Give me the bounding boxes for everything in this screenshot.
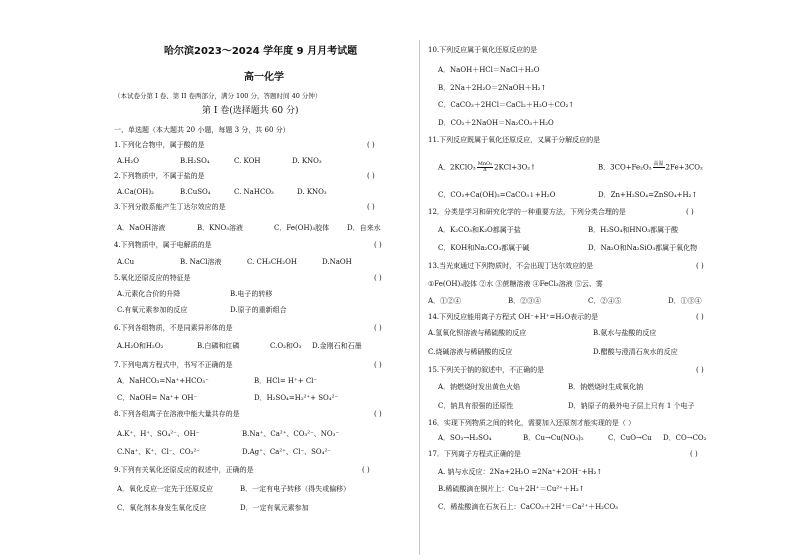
option-b: B．钠燃烧时生成氧化钠 <box>568 383 644 391</box>
question-16: 16．实现下列物质之间的转化，需要加入还原剂才能实现的是（ ） <box>428 419 636 427</box>
condition-heat: Δ <box>483 167 487 173</box>
answer-paren[interactable]: ( ) <box>362 466 370 474</box>
question-14: 14.下列反应能用离子方程式 OH⁻+H⁺=H₂O表示的是 <box>428 313 599 321</box>
answer-paren[interactable]: ( ) <box>367 203 375 211</box>
question-5: 5.氧化还原反应的特征是 <box>114 274 191 282</box>
option-d: D．钠原子的最外电子层上只有 1 个电子 <box>568 402 695 410</box>
answer-paren[interactable]: ( ) <box>367 172 375 180</box>
question-4: 4.下列物质中，属于电解质的是 <box>114 241 212 249</box>
option-b: B．KNO₃溶液 <box>197 224 244 232</box>
condition-catalyst: MnO₂ <box>477 161 493 167</box>
option-c: C．②④⑤ <box>588 297 622 305</box>
option-d: D．H₂SO₄=H₂²⁺+ SO₄²⁻ <box>254 394 339 402</box>
option-d: D.原子的重新组合 <box>230 306 287 314</box>
option-d: D.NaOH <box>322 258 352 266</box>
option-b: B．HCl= H⁺+ Cl⁻ <box>254 377 318 385</box>
option-c: C．KOH和Na₂CO₃都属于碱 <box>438 244 530 252</box>
option-c: C. CH₃CH₂OH <box>247 258 297 266</box>
option-b: B．Cu→Cu(NO₃)₂ <box>523 434 584 442</box>
option-c: C．NaOH= Na⁺+ OH⁻ <box>117 394 198 402</box>
option-c: C．CaCO₃＋2HCl＝CaCl₂＋H₂O＋CO₂↑ <box>438 101 575 109</box>
option-a: A．NaOH＋HCl＝NaCl＋H₂O <box>438 66 540 74</box>
option-a: A.氢氧化钡溶液与稀硫酸的反应 <box>428 329 527 337</box>
answer-paren[interactable]: ( ) <box>374 324 382 332</box>
column-divider <box>419 40 420 555</box>
option-c: C．CuO→Cu <box>608 434 652 442</box>
option-d: D.Ag⁺、Ca²⁺、Cl⁻、SO₄²⁻ <box>242 448 331 456</box>
question-15: 15.下列关于钠的叙述中，不正确的是 <box>428 366 545 374</box>
question-8: 8.下列各组离子在溶液中能大量共存的是 <box>114 410 240 418</box>
option-b: B.H₂SO₄ <box>180 157 210 165</box>
part-heading: 一、单选题（本大题共 20 小题，每题 3 分，共 60 分） <box>114 126 290 134</box>
option-b: B.Na⁺、Ca²⁺、CO₃²⁻、NO₃⁻ <box>242 430 340 438</box>
reaction-condition <box>653 162 665 173</box>
question-11: 11.下列反应既属于氧化还原反应，又属于分解反应的是 <box>428 136 601 144</box>
option-a: A.H₂O <box>117 157 139 165</box>
exam-title: 哈尔滨2023～2024 学年度 9 月月考试题 <box>164 46 358 57</box>
option-a-product: 2KCl+3O₂↑ <box>494 163 536 172</box>
exam-subject: 高一化学 <box>244 72 284 83</box>
option-c: C. NaHCO₃ <box>234 188 274 196</box>
answer-paren[interactable]: ( ) <box>696 366 704 374</box>
option-a: A．氧化反应一定先于还原反应 <box>117 485 214 493</box>
option-c: C.有氧元素参加的反应 <box>117 306 188 314</box>
exam-note: （本试卷分第 I 卷、第 II 卷两部分，满分 100 分，答题时间 40 分钟） <box>114 92 322 100</box>
option-a: A．SO₃→H₂SO₄ <box>438 434 492 442</box>
option-d: D．①③④ <box>668 297 702 305</box>
option-d: D．CO→CO₂ <box>663 434 707 442</box>
option-b: B. NaCl溶液 <box>180 258 222 266</box>
option-d: D. KNO₃ <box>297 188 327 196</box>
option-a: A.元素化合价的升降 <box>117 290 181 298</box>
answer-paren[interactable]: ( ) <box>696 262 704 270</box>
answer-paren[interactable]: ( ) <box>686 208 694 216</box>
option-a: A．①②④ <box>428 297 462 305</box>
option-c: C.O₂和O₃ <box>270 342 302 350</box>
option-c: C．氧化剂本身发生氧化反应 <box>117 504 207 512</box>
option-a: A. 钠与水反应：2Na+2H₂O =2Na⁺+2OH⁻+H₂↑ <box>438 468 603 476</box>
option-c: C．钠具有很强的还原性 <box>438 402 514 410</box>
question-12: 12．分类是学习和研究化学的一种重要方法，下列分类合理的是 <box>428 208 626 216</box>
option-a: A．钠燃烧时发出黄色火焰 <box>438 383 521 391</box>
answer-paren[interactable]: ( ) <box>690 450 698 458</box>
option-b: B．H₂SO₄和HNO₃都属于酸 <box>588 226 679 234</box>
answer-paren[interactable]: ( ) <box>696 313 704 321</box>
condition-high-temp: 高温 <box>653 161 664 167</box>
option-b-product: 2Fe+3CO₂ <box>665 163 703 172</box>
option-c: C.Na⁺、K⁺、Cl⁻、CO₃²⁻ <box>117 448 200 456</box>
option-c: C.烧碱溶液与稀硝酸的反应 <box>428 348 513 356</box>
option-b: B．2Na＋2H₂O＝2NaOH＋H₂↑ <box>438 84 547 92</box>
question-7: 7.下列电离方程式中，书写不正确的是 <box>114 361 233 369</box>
answer-paren[interactable]: ( ) <box>374 274 382 282</box>
substance-list: ①Fe(OH)₃胶体 ②水 ③蔗糖溶液 ④FeCl₃溶液 ⑤云、雾 <box>428 280 603 288</box>
question-13: 13.当光束通过下列物质时，不会出现丁达尔效应的是 <box>428 262 594 270</box>
option-a: A.Cu <box>117 258 135 266</box>
option-d: D．CO₂＋2NaOH＝Na₂CO₃＋H₂O <box>438 119 554 127</box>
option-c: C．CO₂+Ca(OH)₂=CaCO₃↓+H₂O <box>438 191 556 199</box>
option-a: A.H₂O和H₂O₂ <box>117 342 164 350</box>
option-b <box>598 162 703 173</box>
option-d: D．Na₂O和Na₂SiO₃都属于氧化物 <box>588 244 698 252</box>
option-d: D. KNO₃ <box>292 157 322 165</box>
option-b: B.CuSO₄ <box>180 188 211 196</box>
option-b: B．②③④ <box>508 297 542 305</box>
option-a: A．NaOH溶液 <box>117 224 166 232</box>
option-a: A．NaHCO₃=Na⁺+HCO₃⁻ <box>117 377 209 385</box>
question-9: 9.下列有关氧化还原反应的叙述中，正确的是 <box>114 466 254 474</box>
question-6: 6.下列各组物质，不是同素异形体的是 <box>114 324 233 332</box>
option-a: A.K⁺、H⁺、SO₄²⁻、OH⁻ <box>117 430 200 438</box>
option-a <box>438 162 536 173</box>
option-b: B.氨水与盐酸的反应 <box>593 329 657 337</box>
answer-paren[interactable]: ( ) <box>367 141 375 149</box>
question-2: 2.下列物质中，不属于盐的是 <box>114 172 205 180</box>
option-d: D.金刚石和石墨 <box>312 342 362 350</box>
option-a: A.Ca(OH)₂ <box>117 188 154 196</box>
answer-paren[interactable]: ( ) <box>374 361 382 369</box>
option-d: D．一定有氧元素参加 <box>240 504 309 512</box>
option-a-reactant: A．2KClO₃ <box>438 163 476 172</box>
section-heading: 第 I 卷(选择题共 60 分) <box>202 106 299 116</box>
question-3: 3.下列分散系能产生丁达尔效应的是 <box>114 203 226 211</box>
option-b: B.稀硫酸滴在铜片上：Cu＋2H⁺＝Cu²⁺＋H₂↑ <box>438 485 585 493</box>
question-17: 17．下列离子方程式正确的是 <box>428 450 521 458</box>
option-c: C．Fe(OH)₃胶体 <box>274 224 330 232</box>
answer-paren[interactable]: ( ) <box>374 241 382 249</box>
reaction-condition <box>477 162 493 173</box>
option-a: A．K₂CO₃和K₂O都属于盐 <box>438 226 521 234</box>
option-b: B.白磷和红磷 <box>197 342 240 350</box>
option-d: D.醋酸与澄清石灰水的反应 <box>593 348 678 356</box>
option-c: C．稀盐酸滴在石灰石上：CaCO₃＋2H⁺＝Ca²⁺＋H₂CO₃ <box>438 503 618 511</box>
option-b: B.电子的转移 <box>230 290 273 298</box>
answer-paren[interactable]: ( ) <box>374 410 382 418</box>
option-d: D．自来水 <box>347 224 381 232</box>
option-b: B．一定有电子转移（得失或偏移） <box>240 485 351 493</box>
question-1: 1.下列化合物中，属于酸的是 <box>114 141 205 149</box>
question-10: 10.下列反应属于氧化还原反应的是 <box>428 46 538 54</box>
option-c: C. KOH <box>234 157 261 165</box>
option-b-reactant: B．3CO+Fe₂O₃ <box>598 163 652 172</box>
option-d: D．Zn+H₂SO₄=ZnSO₄+H₂↑ <box>598 191 698 199</box>
